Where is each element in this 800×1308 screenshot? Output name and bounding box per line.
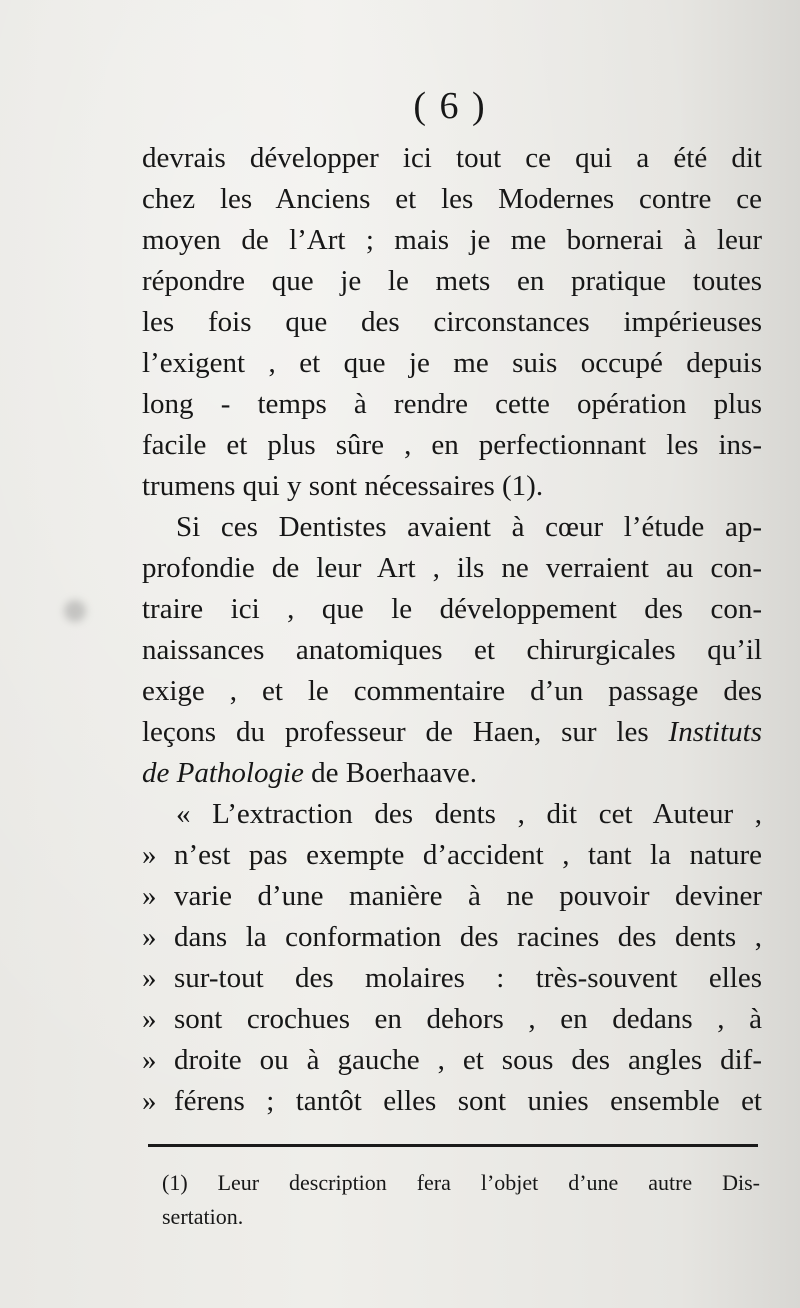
- quoted-line: [142, 876, 762, 917]
- quote-mark: »: [142, 880, 157, 912]
- quote-mark: »: [142, 1044, 157, 1076]
- italic-title: de Pathologie: [142, 757, 304, 789]
- text-line: naissances anatomiques et chirurgicales qu’il: [142, 634, 762, 666]
- ink-smudge: [64, 600, 86, 622]
- quote-mark: »: [142, 839, 157, 871]
- text-line: trumens qui y sont nécessaires (1).: [142, 470, 544, 502]
- quote-opening-line: « L’extraction des dents , dit cet Auteur ,: [176, 798, 762, 830]
- quote-mark: »: [142, 962, 157, 994]
- text-line-with-italic: [142, 753, 762, 794]
- quoted-text: dans la conformation des racines des dents ,: [174, 921, 762, 953]
- text-line: l’exigent , et que je me suis occupé depuis: [142, 347, 762, 379]
- footnote-line: sertation.: [162, 1204, 244, 1229]
- quote-mark: »: [142, 1003, 157, 1035]
- quoted-text: droite ou à gauche , et sous des angles dif-: [174, 1044, 762, 1076]
- footnote: [162, 1166, 760, 1234]
- quoted-line: [142, 835, 762, 876]
- page-number: ( 6 ): [413, 85, 487, 127]
- quoted-line: [142, 958, 762, 999]
- text-line: long - temps à rendre cette opération plus: [142, 388, 762, 420]
- text-line: Si ces Dentistes avaient à cœur l’étude ap-: [176, 511, 762, 543]
- quoted-text: férens ; tantôt elles sont unies ensemble et: [174, 1085, 762, 1117]
- quoted-line: [142, 999, 762, 1040]
- quote-mark: »: [142, 1085, 157, 1117]
- text-line: répondre que je le mets en pratique toutes: [142, 265, 762, 297]
- footnote-line: (1) Leur description fera l’objet d’une autre Dis-: [162, 1170, 760, 1195]
- text-line: facile et plus sûre , en perfectionnant les ins-: [142, 429, 762, 461]
- quoted-line: [142, 1081, 762, 1122]
- body-text: [142, 138, 762, 1122]
- quoted-line: [142, 1040, 762, 1081]
- italic-title: Instituts: [668, 716, 762, 748]
- text-line: profondie de leur Art , ils ne verraient au con-: [142, 552, 762, 584]
- quoted-text: varie d’une manière à ne pouvoir deviner: [174, 880, 762, 912]
- quoted-line: [142, 917, 762, 958]
- quote-mark: »: [142, 921, 157, 953]
- text-line-with-italic: [142, 712, 762, 753]
- text-line: devrais développer ici tout ce qui a été dit: [142, 142, 762, 174]
- text-segment: leçons du professeur de Haen, sur les: [142, 716, 649, 748]
- text-line: chez les Anciens et les Modernes contre ce: [142, 183, 762, 215]
- text-segment: de Boerhaave.: [303, 757, 477, 789]
- text-line: traire ici , que le développement des con-: [142, 593, 762, 625]
- quoted-text: sont crochues en dehors , en dedans , à: [174, 1003, 762, 1035]
- text-line: les fois que des circonstances impérieuses: [142, 306, 762, 338]
- footnote-rule: [148, 1144, 758, 1147]
- text-line: exige , et le commentaire d’un passage des: [142, 675, 762, 707]
- text-line: moyen de l’Art ; mais je me bornerai à leur: [142, 224, 762, 256]
- quoted-text: n’est pas exempte d’accident , tant la nature: [174, 839, 762, 871]
- quoted-text: sur-tout des molaires : très-souvent elles: [174, 962, 762, 994]
